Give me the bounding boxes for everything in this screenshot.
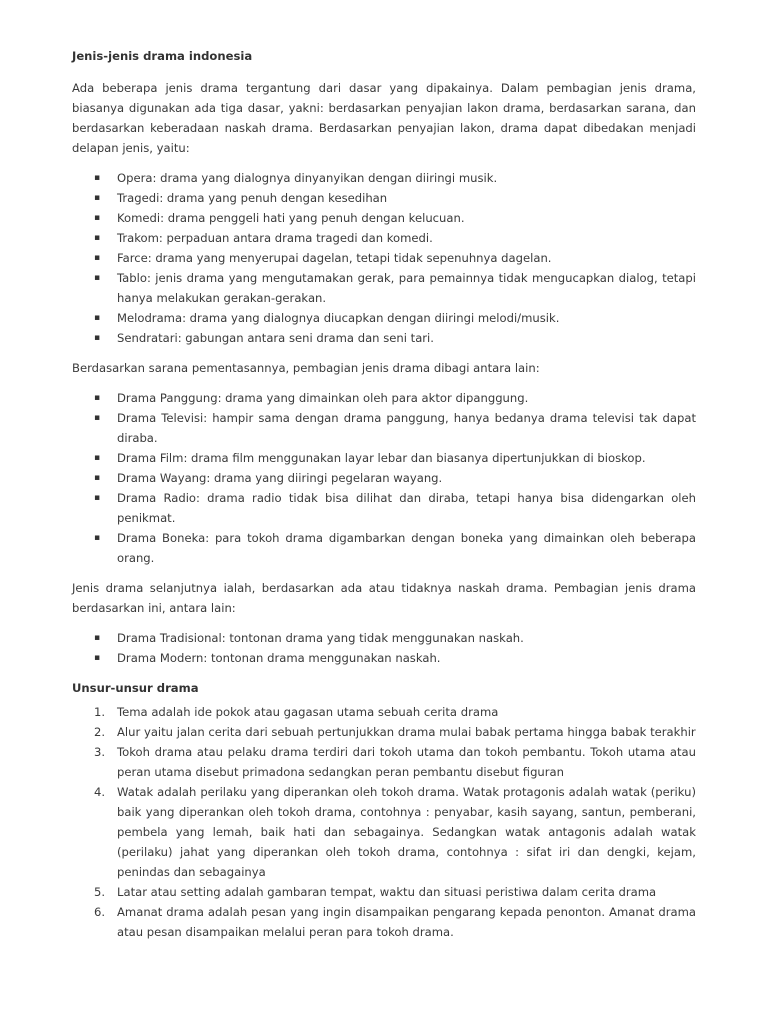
list-item: ▪ Drama Radio: drama radio tidak bisa dilihat dan diraba, tetapi hanya bisa didengarkan oleh penikmat. xyxy=(72,488,696,528)
list-item: ▪ Tragedi: drama yang penuh dengan kesedihan xyxy=(72,188,696,208)
list-text: Watak adalah perilaku yang diperankan oleh tokoh drama. Watak protagonis adalah watak (periku) baik yang diperankan oleh tokoh drama, contohnya : penyabar, kasih sayang, santun, pemberani, pembela yang lemah, baik hati dan sebagainya. Sedangkan watak antagonis adalah watak (perilaku) jahat yang diperankan oleh tokoh drama, contohnya : sifat iri dan dengki, kejam, penindas dan sebagainya xyxy=(117,785,696,879)
heading-unsur-drama: Unsur-unsur drama xyxy=(72,681,199,695)
sarana-paragraph: Berdasarkan sarana pementasannya, pembagian jenis drama dibagi antara lain: xyxy=(72,361,540,375)
list-item: ▪ Drama Televisi: hampir sama dengan drama panggung, hanya bedanya drama televisi tak dapat diraba. xyxy=(72,408,696,448)
list-item: ▪ Drama Tradisional: tontonan drama yang tidak menggunakan naskah. xyxy=(72,628,696,648)
list-item: ▪ Drama Wayang: drama yang diiringi pegelaran wayang. xyxy=(72,468,696,488)
list-item xyxy=(72,702,696,722)
list-item: ▪ Drama Film: drama film menggunakan layar lebar dan biasanya dipertunjukkan di bioskop. xyxy=(72,448,696,468)
list-number: 4. xyxy=(94,785,106,799)
list-number: 3. xyxy=(94,745,106,759)
list-item: ▪ Drama Boneka: para tokoh drama digambarkan dengan boneka yang dimainkan oleh beberapa orang. xyxy=(72,528,696,568)
list-number: 5. xyxy=(94,885,106,899)
list-number: 2. xyxy=(94,725,106,739)
list-item xyxy=(72,782,696,882)
list-item: ▪ Opera: drama yang dialognya dinyanyikan dengan diiringi musik. xyxy=(72,168,696,188)
list-item xyxy=(72,902,696,942)
list-text: Latar atau setting adalah gambaran tempat, waktu dan situasi peristiwa dalam cerita drama xyxy=(117,885,657,899)
list-item xyxy=(72,722,696,742)
list-item: ▪ Sendratari: gabungan antara seni drama dan seni tari. xyxy=(72,328,696,348)
naskah-paragraph: Jenis drama selanjutnya ialah, berdasarkan ada atau tidaknya naskah drama. Pembagian jenis drama berdasarkan ini, antara lain: xyxy=(72,581,696,615)
list-text: Alur yaitu jalan cerita dari sebuah pertunjukkan drama mulai babak pertama hingga babak terakhir xyxy=(117,725,696,739)
intro-paragraph: Ada beberapa jenis drama tergantung dari dasar yang dipakainya. Dalam pembagian jenis drama, biasanya digunakan ada tiga dasar, yakni: berdasarkan penyajian lakon drama, berdasarkan sarana, dan berdasarkan keberadaan naskah drama. Berdasarkan penyajian lakon, drama dapat dibedakan menjadi delapan jenis, yaitu: xyxy=(72,81,696,155)
list-item: ▪ Farce: drama yang menyerupai dagelan, tetapi tidak sepenuhnya dagelan. xyxy=(72,248,696,268)
list-number: 6. xyxy=(94,905,106,919)
heading-jenis-drama: Jenis-jenis drama indonesia xyxy=(72,49,253,63)
list-text: Tema adalah ide pokok atau gagasan utama sebuah cerita drama xyxy=(117,705,499,719)
list-sarana xyxy=(72,388,696,568)
list-item: ▪ Trakom: perpaduan antara drama tragedi dan komedi. xyxy=(72,228,696,248)
list-naskah xyxy=(72,628,696,668)
list-number: 1. xyxy=(94,705,106,719)
list-text: Amanat drama adalah pesan yang ingin disampaikan pengarang kepada penonton. Amanat drama atau pesan disampaikan melalui peran para tokoh drama. xyxy=(117,905,696,939)
list-item: ▪ Melodrama: drama yang dialognya diucapkan dengan diiringi melodi/musik. xyxy=(72,308,696,328)
list-item xyxy=(72,882,696,902)
list-unsur xyxy=(72,702,696,942)
list-item: ▪ Komedi: drama penggeli hati yang penuh dengan kelucuan. xyxy=(72,208,696,228)
list-item: ▪ Drama Modern: tontonan drama menggunakan naskah. xyxy=(72,648,696,668)
list-item: ▪ Drama Panggung: drama yang dimainkan oleh para aktor dipanggung. xyxy=(72,388,696,408)
list-item xyxy=(72,742,696,782)
list-text: Tokoh drama atau pelaku drama terdiri dari tokoh utama dan tokoh pembantu. Tokoh utama atau peran utama disebut primadona sedangkan peran pembantu disebut figuran xyxy=(117,745,696,779)
list-penyajian-lakon xyxy=(72,168,696,348)
list-item: ▪ Tablo: jenis drama yang mengutamakan gerak, para pemainnya tidak mengucapkan dialog, tetapi hanya melakukan gerakan-gerakan. xyxy=(72,268,696,308)
